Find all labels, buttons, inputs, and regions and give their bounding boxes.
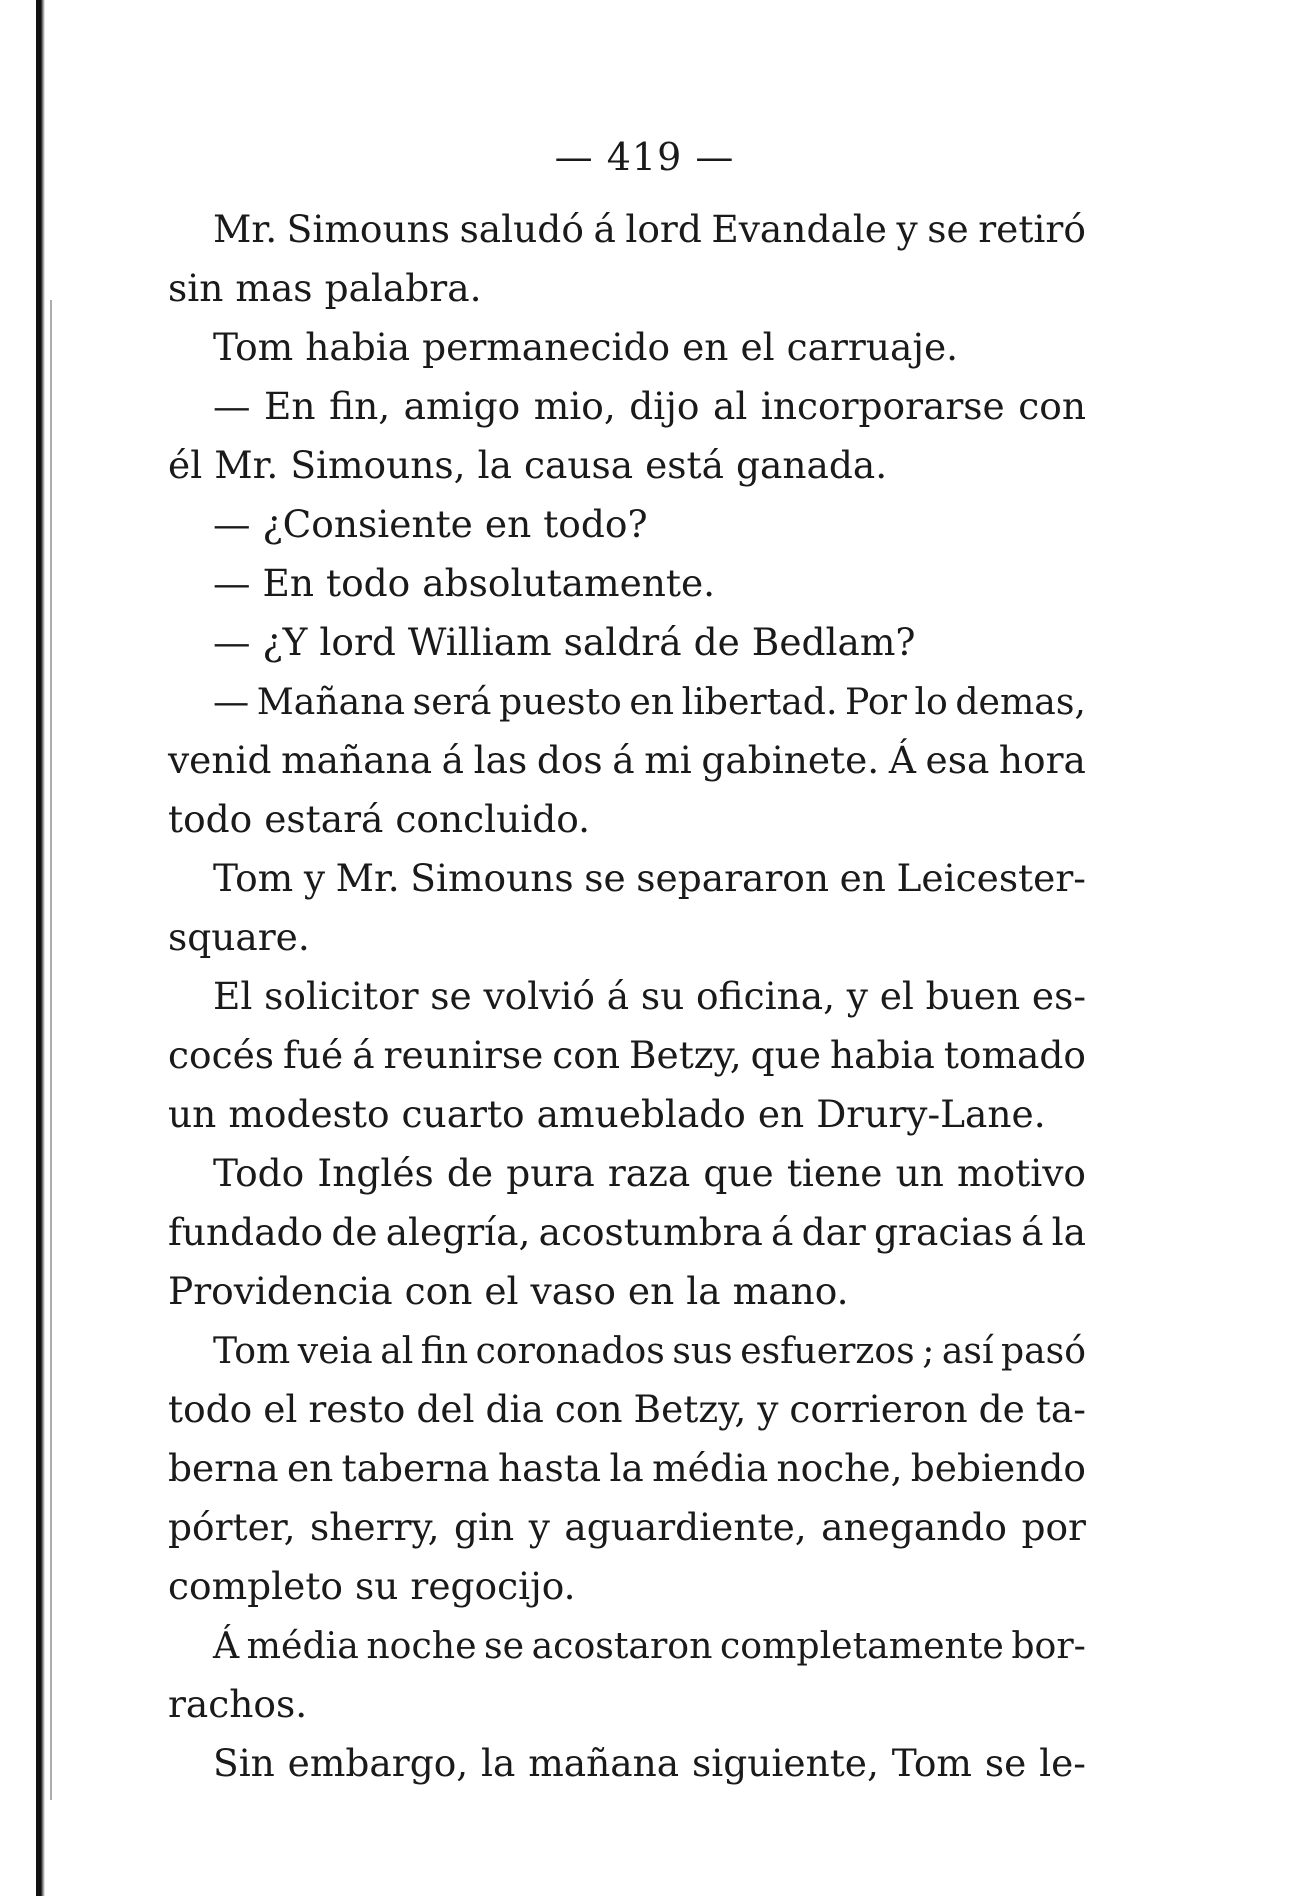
text-line: Providencia con el vaso en la mano. — [168, 1269, 849, 1313]
text-line: Á média noche se acostaron completamente bor- — [213, 1624, 1086, 1667]
body-text — [168, 200, 1086, 1793]
text-line: Tom y Mr. Simouns se separaron en Leicester- — [213, 856, 1086, 900]
text-line: berna en taberna hasta la média noche, bebiendo — [168, 1446, 1086, 1490]
text-line: Mr. Simouns saludó á lord Evandale y se retiró — [213, 207, 1086, 251]
text-line: cocés fué á reunirse con Betzy, que habia tomado — [168, 1033, 1086, 1077]
text-line: — En fin, amigo mio, dijo al incorporarse con — [213, 384, 1086, 428]
text-line: todo el resto del dia con Betzy, y corrieron de ta- — [168, 1387, 1086, 1431]
text-line: — Mañana será puesto en libertad. Por lo demas, — [213, 680, 1086, 723]
text-line: sin mas palabra. — [168, 266, 482, 310]
text-line: El solicitor se volvió á su oficina, y el buen es- — [213, 974, 1086, 1018]
text-line: todo estará concluido. — [168, 797, 591, 841]
text-line: square. — [168, 915, 310, 959]
text-line: completo su regocijo. — [168, 1564, 576, 1608]
binding-edge-shadow — [50, 300, 52, 1800]
text-line: — En todo absolutamente. — [213, 561, 716, 605]
text-line: — ¿Consiente en todo? — [213, 502, 648, 546]
binding-edge — [36, 0, 45, 1896]
text-line: Tom habia permanecido en el carruaje. — [213, 325, 959, 369]
text-line: — ¿Y lord William saldrá de Bedlam? — [213, 620, 916, 664]
text-line: él Mr. Simouns, la causa está ganada. — [168, 443, 888, 487]
text-line: rachos. — [168, 1682, 308, 1726]
text-line: pórter, sherry, gin y aguardiente, anegando por — [168, 1505, 1086, 1549]
page-number: — 419 — — [554, 135, 735, 179]
text-line: Sin embargo, la mañana siguiente, Tom se le- — [213, 1741, 1086, 1785]
text-line: un modesto cuarto amueblado en Drury-Lane. — [168, 1092, 1046, 1136]
text-line: fundado de alegría, acostumbra á dar gracias á la — [168, 1210, 1086, 1254]
text-line: venid mañana á las dos á mi gabinete. Á esa hora — [168, 738, 1086, 782]
text-line: Todo Inglés de pura raza que tiene un motivo — [213, 1151, 1086, 1195]
text-line: Tom veia al fin coronados sus esfuerzos ; así pasó — [213, 1329, 1086, 1372]
